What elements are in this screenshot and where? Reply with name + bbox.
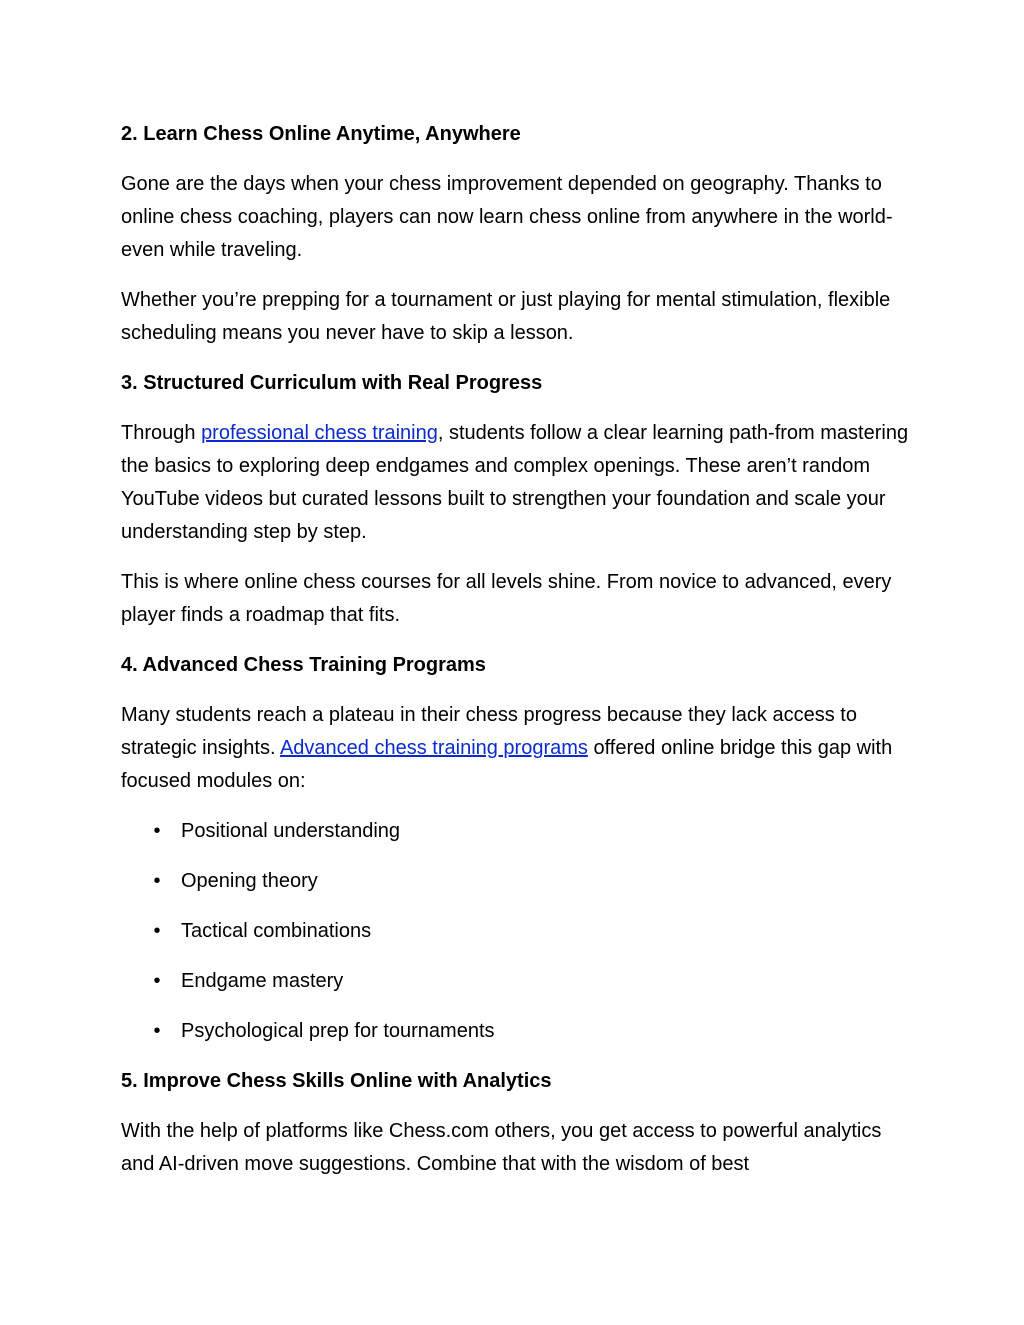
paragraph-curriculum-start: Through [121, 422, 202, 444]
bullet-icon: • [153, 920, 161, 942]
section-heading-analytics: 5. Improve Chess Skills Online with Analytics [121, 1070, 552, 1092]
paragraph-plateau-start: Many students reach a plateau in their chess progress because they lack access to strategic insights. [121, 704, 857, 759]
modules-list [121, 815, 911, 1048]
paragraph-scheduling: Whether you’re prepping for a tournament or just playing for mental stimulation, flexible scheduling means you never have to skip a lesson. [121, 289, 891, 344]
list-item [121, 965, 911, 998]
bullet-icon: • [153, 870, 161, 892]
list-item-text: Endgame mastery [181, 970, 344, 992]
bullet-icon: • [153, 970, 161, 992]
document-page [121, 118, 911, 1198]
bullet-icon: • [153, 1020, 161, 1042]
paragraph-all-levels: This is where online chess courses for all levels shine. From novice to advanced, every player finds a roadmap that fits. [121, 571, 892, 626]
paragraph-geography: Gone are the days when your chess improvement depended on geography. Thanks to online chess coaching, players can now learn chess online from anywhere in the world-even while traveling. [121, 173, 893, 261]
bullet-icon: • [153, 820, 161, 842]
link-advanced-chess-training-programs[interactable]: Advanced chess training programs [279, 737, 588, 759]
section-heading-learn-online: 2. Learn Chess Online Anytime, Anywhere [121, 123, 521, 145]
list-item-text: Psychological prep for tournaments [181, 1020, 495, 1042]
paragraph-plateau-end: offered online bridge this gap with focused modules on: [121, 737, 893, 792]
list-item-text: Positional understanding [181, 820, 401, 842]
list-item [121, 815, 911, 848]
paragraph-curriculum [121, 417, 911, 549]
list-item [121, 865, 911, 898]
link-professional-chess-training[interactable]: professional chess training [201, 422, 438, 444]
paragraph-analytics: With the help of platforms like Chess.com others, you get access to powerful analytics and AI-driven move suggestions. Combine that with the wisdom of best [121, 1120, 882, 1175]
list-item [121, 1015, 911, 1048]
list-item-text: Opening theory [181, 870, 318, 892]
section-heading-advanced-programs: 4. Advanced Chess Training Programs [121, 654, 486, 676]
list-item-text: Tactical combinations [181, 920, 372, 942]
section-heading-curriculum: 3. Structured Curriculum with Real Progress [121, 372, 543, 394]
list-item [121, 915, 911, 948]
paragraph-curriculum-end: , students follow a clear learning path-from mastering the basics to exploring deep endgames and complex openings. These aren’t random YouTube videos but curated lessons built to strengthen your foundation and scale your understanding step by step. [121, 422, 909, 543]
paragraph-plateau [121, 699, 911, 798]
